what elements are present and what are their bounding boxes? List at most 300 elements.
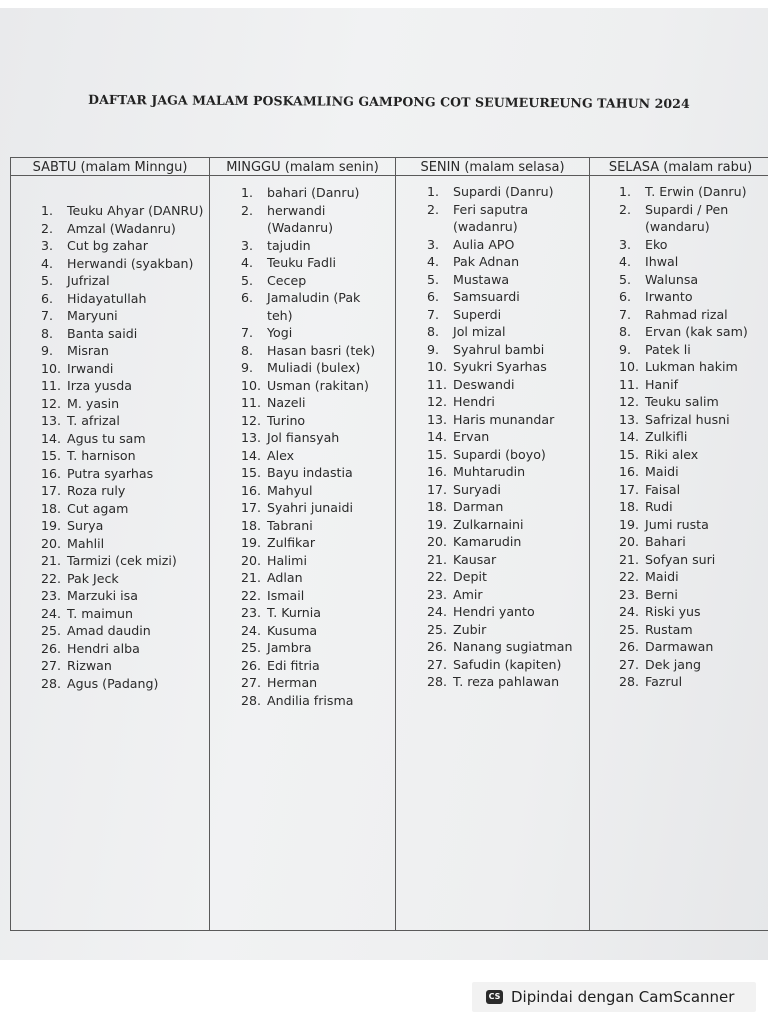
- item-name: Jol mizal: [453, 324, 506, 339]
- item-number: 20.: [619, 534, 640, 549]
- list-item: [41, 202, 203, 220]
- item-number: 1.: [619, 184, 632, 199]
- list-item: [427, 481, 572, 499]
- item-number: 19.: [41, 518, 62, 533]
- item-name: Rizwan: [67, 658, 112, 673]
- list-item: [427, 411, 572, 429]
- scanned-page: [0, 8, 768, 960]
- list-item: [619, 446, 748, 464]
- list-item: [241, 359, 375, 377]
- list-item: [241, 289, 375, 307]
- item-name: Maidi: [645, 569, 679, 584]
- list-item: [41, 500, 203, 518]
- item-name: Adlan: [267, 570, 303, 585]
- list-item: [241, 517, 375, 535]
- item-number: 2.: [427, 201, 440, 217]
- item-name: Haris munandar: [453, 411, 555, 427]
- item-name: (wadanru): [453, 219, 518, 234]
- item-number: 26.: [619, 639, 640, 654]
- item-name: T. reza pahlawan: [453, 674, 560, 689]
- list-item: [427, 376, 572, 394]
- list-item: [619, 481, 748, 499]
- item-name: Teuku Ahyar (DANRU): [67, 203, 204, 218]
- item-name: T. Erwin (Danru): [645, 184, 747, 199]
- item-number: 28.: [241, 692, 262, 708]
- list-item: [427, 183, 572, 201]
- item-name: Zubir: [453, 621, 487, 637]
- list-item: [241, 499, 375, 517]
- item-name: Halimi: [267, 552, 307, 568]
- item-name: Kausar: [453, 551, 497, 567]
- list-item: [41, 360, 203, 378]
- item-name: Rudi: [645, 499, 673, 514]
- list-item: [619, 393, 748, 411]
- list-item: [241, 272, 375, 290]
- item-name: Sofyan suri: [645, 551, 716, 567]
- list-item: [619, 621, 748, 639]
- item-name: T. Kurnia: [267, 605, 321, 620]
- item-name: Teuku salim: [645, 394, 719, 409]
- item-number: 9.: [41, 343, 54, 358]
- item-number: 15.: [41, 448, 62, 463]
- item-name: herwandi: [267, 202, 326, 218]
- item-name: Alex: [267, 447, 295, 463]
- column-minggu: [241, 184, 375, 709]
- item-number: 1.: [427, 184, 440, 199]
- item-name: Supardi (boyo): [453, 446, 546, 462]
- item-name: Riki alex: [645, 446, 699, 462]
- item-name: Herwandi (syakban): [67, 255, 194, 271]
- camscanner-label: Dipindai dengan CamScanner: [511, 988, 735, 1006]
- list-item: [241, 429, 375, 447]
- item-number: 9.: [427, 341, 440, 357]
- item-name: Irwandi: [67, 360, 114, 376]
- item-number: 6.: [619, 289, 632, 304]
- item-name: bahari (Danru): [267, 185, 360, 200]
- list-item: [41, 517, 203, 535]
- item-number: 24.: [241, 622, 262, 638]
- list-item: [427, 551, 572, 569]
- column-divider: [395, 158, 396, 930]
- item-name: Muliadi (bulex): [267, 360, 361, 375]
- list-item: [41, 290, 203, 308]
- list-item: [619, 533, 748, 551]
- list-item: [241, 324, 375, 342]
- column-divider: [589, 158, 590, 930]
- item-name: Hidayatullah: [67, 290, 147, 306]
- item-number: 24.: [41, 605, 62, 621]
- item-number: 25.: [619, 621, 640, 637]
- list-item: [41, 675, 203, 693]
- item-number: 25.: [241, 640, 262, 655]
- item-name: Mustawa: [453, 271, 510, 287]
- item-number: 7.: [619, 306, 632, 322]
- list-item: [427, 201, 572, 219]
- item-name: Irwanto: [645, 289, 693, 304]
- item-number: 7.: [427, 306, 440, 322]
- item-name: Hendri alba: [67, 640, 140, 656]
- item-name: Andilia frisma: [267, 692, 354, 708]
- item-number: 11.: [241, 395, 262, 410]
- item-name: (wandaru): [645, 219, 710, 234]
- item-name: Kusuma: [267, 622, 318, 638]
- list-item: [241, 657, 375, 675]
- list-item: [427, 428, 572, 446]
- list-item: [619, 201, 748, 219]
- column-sabtu: [41, 202, 203, 692]
- item-number: 19.: [241, 535, 262, 550]
- item-number: 18.: [41, 500, 62, 516]
- item-name: Cecep: [267, 272, 307, 288]
- item-number: 16.: [241, 482, 262, 498]
- list-item: [241, 587, 375, 605]
- list-item: [619, 551, 748, 569]
- item-name: Mahlil: [67, 535, 105, 551]
- item-name: Aulia APO: [453, 236, 515, 252]
- list-item: [41, 395, 203, 413]
- list-item: [619, 236, 748, 254]
- item-name: Maidi: [645, 464, 679, 479]
- item-number: 6.: [41, 290, 54, 306]
- item-name: Samsuardi: [453, 289, 520, 304]
- item-name: Ervan: [453, 429, 490, 444]
- header-senin: SENIN (malam selasa): [420, 160, 565, 175]
- item-number: 11.: [619, 376, 640, 392]
- item-number: 3.: [619, 236, 632, 252]
- list-item: [41, 640, 203, 658]
- item-name: Deswandi: [453, 376, 515, 392]
- item-number: 5.: [41, 273, 54, 288]
- list-item: [41, 447, 203, 465]
- item-name: Surya: [67, 518, 104, 533]
- item-name: Jambra: [267, 640, 312, 655]
- list-item: [427, 323, 572, 341]
- list-item: [41, 657, 203, 675]
- list-item: [241, 342, 375, 360]
- header-sabtu: SABTU (malam Minngu): [32, 160, 188, 175]
- document-title: DAFTAR JAGA MALAM POSKAMLING GAMPONG COT SEUMEUREUNG TAHUN 2024: [88, 91, 690, 112]
- item-name: Agus (Padang): [67, 675, 159, 691]
- item-name: Darman: [453, 499, 504, 514]
- item-name: tajudin: [267, 237, 311, 253]
- item-number: 3.: [427, 236, 440, 252]
- list-item: [427, 586, 572, 604]
- item-name: Pak Jeck: [67, 570, 119, 586]
- item-name: Muhtarudin: [453, 464, 526, 479]
- list-item: [241, 604, 375, 622]
- item-name: Tarmizi (cek mizi): [67, 553, 177, 568]
- item-number: 10.: [41, 360, 62, 376]
- item-name: Jufrizal: [67, 273, 110, 288]
- item-number: 24.: [427, 604, 448, 619]
- list-item: [619, 253, 748, 271]
- item-number: 20.: [241, 552, 262, 568]
- item-number: 21.: [41, 553, 62, 568]
- list-item: [427, 638, 572, 656]
- list-item: [241, 237, 375, 255]
- list-item: [41, 587, 203, 605]
- list-item: [427, 533, 572, 551]
- item-name: Cut agam: [67, 500, 129, 516]
- item-name: Herman: [267, 675, 318, 690]
- list-item: [41, 430, 203, 448]
- item-name: Nazeli: [267, 395, 306, 410]
- item-number: 12.: [619, 394, 640, 409]
- item-number: 19.: [619, 516, 640, 532]
- item-number: 27.: [241, 675, 262, 690]
- item-number: 14.: [619, 429, 640, 444]
- item-number: 8.: [41, 325, 54, 341]
- item-number: 13.: [427, 411, 448, 427]
- item-number: 18.: [619, 499, 640, 514]
- item-number: 3.: [41, 238, 54, 253]
- item-number: 20.: [41, 535, 62, 551]
- item-name: Rustam: [645, 621, 693, 637]
- item-name: Jol fiansyah: [267, 430, 340, 445]
- list-item: [619, 376, 748, 394]
- list-item: [427, 218, 572, 236]
- list-item: [619, 463, 748, 481]
- item-name: Marzuki isa: [67, 588, 138, 603]
- list-item: [427, 306, 572, 324]
- item-number: 26.: [241, 657, 262, 673]
- item-number: 17.: [41, 483, 62, 498]
- item-number: 14.: [241, 447, 262, 463]
- item-number: 4.: [427, 254, 440, 269]
- list-item: [619, 673, 748, 691]
- item-number: 5.: [241, 272, 254, 288]
- item-name: Cut bg zahar: [67, 238, 148, 253]
- item-number: 10.: [427, 359, 448, 374]
- item-name: Teuku Fadli: [267, 255, 336, 270]
- list-item: [427, 463, 572, 481]
- item-name: Hendri yanto: [453, 604, 535, 619]
- list-item: [619, 638, 748, 656]
- item-name: Jamaludin (Pak: [267, 290, 361, 305]
- item-name: Lukman hakim: [645, 359, 738, 374]
- list-item: [41, 237, 203, 255]
- item-name: Superdi: [453, 306, 502, 322]
- item-name: Syahri junaidi: [267, 500, 353, 515]
- item-name: Hasan basri (tek): [267, 342, 376, 358]
- item-number: 11.: [427, 376, 448, 392]
- camscanner-watermark: [472, 982, 756, 1012]
- item-number: 2.: [241, 202, 254, 218]
- list-item: [427, 446, 572, 464]
- item-name: Pak Adnan: [453, 254, 520, 269]
- item-name: Kamarudin: [453, 534, 522, 549]
- item-number: 4.: [241, 255, 254, 270]
- list-item: [619, 183, 748, 201]
- list-item: [241, 622, 375, 640]
- list-item: [427, 236, 572, 254]
- item-number: 12.: [427, 394, 448, 409]
- item-number: 28.: [427, 674, 448, 689]
- list-item: [41, 465, 203, 483]
- item-name: Syahrul bambi: [453, 341, 545, 357]
- header-divider: [11, 175, 768, 176]
- list-item: [427, 498, 572, 516]
- item-name: Tabrani: [267, 517, 313, 533]
- item-number: 3.: [241, 237, 254, 253]
- list-item: [241, 219, 375, 237]
- item-number: 10.: [241, 377, 262, 393]
- item-name: Syukri Syarhas: [453, 359, 547, 374]
- list-item: [619, 656, 748, 674]
- item-name: Usman (rakitan): [267, 377, 369, 393]
- item-name: Faisal: [645, 481, 681, 497]
- item-number: 25.: [427, 621, 448, 637]
- item-number: 13.: [241, 430, 262, 445]
- item-number: 8.: [241, 342, 254, 358]
- item-name: Depit: [453, 569, 487, 584]
- list-item: [241, 307, 375, 325]
- item-number: 27.: [427, 656, 448, 672]
- item-name: Patek li: [645, 341, 691, 357]
- item-number: 7.: [41, 308, 54, 323]
- item-name: Zulfikar: [267, 535, 316, 550]
- item-number: 12.: [41, 395, 62, 411]
- item-number: 22.: [41, 570, 62, 586]
- item-name: Supardi / Pen: [645, 201, 729, 217]
- list-item: [41, 412, 203, 430]
- list-item: [41, 342, 203, 360]
- item-name: Zulkifli: [645, 429, 688, 444]
- list-item: [241, 412, 375, 430]
- list-item: [41, 325, 203, 343]
- item-number: 26.: [41, 640, 62, 656]
- item-name: M. yasin: [67, 395, 120, 411]
- list-item: [241, 482, 375, 500]
- list-item: [41, 482, 203, 500]
- list-item: [41, 622, 203, 640]
- item-number: 18.: [241, 517, 262, 533]
- item-number: 19.: [427, 516, 448, 532]
- item-name: Yogi: [267, 325, 293, 340]
- item-number: 16.: [41, 465, 62, 481]
- item-number: 13.: [619, 411, 640, 427]
- column-selasa: [619, 183, 748, 691]
- item-name: (Wadanru): [267, 220, 334, 235]
- list-item: [427, 568, 572, 586]
- item-name: Roza ruly: [67, 483, 126, 498]
- item-number: 27.: [619, 656, 640, 672]
- list-item: [241, 202, 375, 220]
- list-item: [619, 498, 748, 516]
- list-item: [241, 254, 375, 272]
- item-name: Putra syarhas: [67, 465, 154, 481]
- item-number: 22.: [427, 569, 448, 584]
- item-name: Feri saputra: [453, 201, 529, 217]
- item-number: 2.: [619, 201, 632, 217]
- item-name: Bayu indastia: [267, 465, 353, 480]
- item-number: 1.: [241, 185, 254, 200]
- item-number: 10.: [619, 359, 640, 374]
- camscanner-logo-icon: CS: [486, 990, 503, 1004]
- list-item: [619, 586, 748, 604]
- item-number: 14.: [427, 429, 448, 444]
- list-item: [427, 271, 572, 289]
- item-name: Hanif: [645, 376, 679, 392]
- list-item: [41, 307, 203, 325]
- list-item: [241, 447, 375, 465]
- item-number: 16.: [427, 464, 448, 479]
- item-name: Edi fitria: [267, 657, 320, 673]
- column-divider: [209, 158, 210, 930]
- item-number: 23.: [619, 586, 640, 602]
- list-item: [619, 306, 748, 324]
- item-name: Maryuni: [67, 308, 118, 323]
- list-item: [619, 568, 748, 586]
- item-number: 15.: [619, 446, 640, 462]
- item-number: 13.: [41, 413, 62, 428]
- list-item: [427, 393, 572, 411]
- item-number: 25.: [41, 623, 62, 638]
- item-name: Fazrul: [645, 674, 683, 689]
- list-item: [427, 288, 572, 306]
- list-item: [241, 534, 375, 552]
- list-item: [427, 603, 572, 621]
- list-item: [41, 255, 203, 273]
- item-number: 28.: [619, 674, 640, 689]
- item-name: Safudin (kapiten): [453, 656, 562, 672]
- list-item: [619, 358, 748, 376]
- item-number: 1.: [41, 203, 54, 218]
- item-name: Jumi rusta: [645, 516, 709, 532]
- item-number: 5.: [427, 271, 440, 287]
- list-item: [619, 411, 748, 429]
- item-name: Berni: [645, 586, 678, 602]
- list-item: [619, 323, 748, 341]
- item-number: 9.: [241, 360, 254, 375]
- item-name: Eko: [645, 236, 668, 252]
- list-item: [427, 516, 572, 534]
- item-number: 6.: [427, 289, 440, 304]
- list-item: [619, 516, 748, 534]
- item-name: T. maimun: [67, 605, 133, 621]
- column-senin: [427, 183, 572, 691]
- item-name: T. harnison: [67, 448, 136, 463]
- list-item: [241, 394, 375, 412]
- item-number: 14.: [41, 430, 62, 446]
- list-item: [41, 570, 203, 588]
- list-item: [241, 674, 375, 692]
- item-name: Rahmad rizal: [645, 306, 728, 322]
- item-number: 21.: [619, 551, 640, 567]
- item-name: T. afrizal: [67, 413, 120, 428]
- item-number: 24.: [619, 604, 640, 619]
- list-item: [41, 220, 203, 238]
- item-name: Irza yusda: [67, 378, 132, 393]
- item-name: Misran: [67, 343, 109, 358]
- item-number: 8.: [427, 324, 440, 339]
- item-number: 15.: [427, 446, 448, 462]
- list-item: [41, 552, 203, 570]
- item-name: Walunsa: [645, 271, 699, 287]
- item-name: Mahyul: [267, 482, 313, 498]
- item-number: 11.: [41, 378, 62, 393]
- list-item: [41, 605, 203, 623]
- item-name: Dek jang: [645, 656, 701, 672]
- item-name: Hendri: [453, 394, 495, 409]
- item-name: Amir: [453, 586, 483, 602]
- item-number: 16.: [619, 464, 640, 479]
- list-item: [427, 358, 572, 376]
- item-number: 6.: [241, 290, 254, 305]
- item-number: 8.: [619, 324, 632, 339]
- item-number: 23.: [41, 588, 62, 603]
- item-number: 20.: [427, 534, 448, 549]
